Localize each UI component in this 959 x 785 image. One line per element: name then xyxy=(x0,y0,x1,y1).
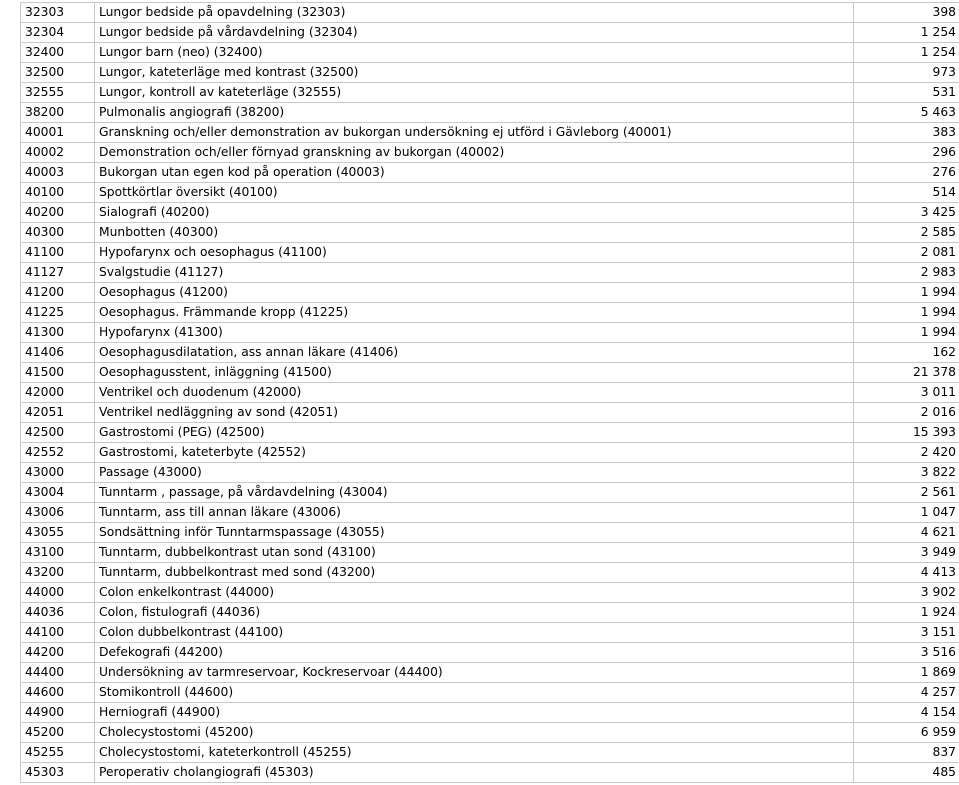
procedure-name-cell: Lungor bedside på vårdavdelning (32304) xyxy=(95,23,854,43)
procedure-count-cell: 296 xyxy=(854,143,959,163)
procedure-name-cell: Ventrikel nedläggning av sond (42051) xyxy=(95,403,854,423)
procedure-name-cell: Passage (43000) xyxy=(95,463,854,483)
procedure-code-cell: 44000 xyxy=(21,583,95,603)
procedure-count-cell: 3 949 xyxy=(854,543,959,563)
procedure-code-cell: 40200 xyxy=(21,203,95,223)
procedure-code-cell: 40003 xyxy=(21,163,95,183)
procedure-count-cell: 514 xyxy=(854,183,959,203)
procedure-code-cell: 44900 xyxy=(21,703,95,723)
procedure-code-cell: 32555 xyxy=(21,83,95,103)
procedure-count-cell: 3 516 xyxy=(854,643,959,663)
table-row xyxy=(21,83,959,103)
procedure-code-cell: 44400 xyxy=(21,663,95,683)
procedure-count-cell: 2 561 xyxy=(854,483,959,503)
procedure-name-cell: Lungor, kateterläge med kontrast (32500) xyxy=(95,63,854,83)
procedure-code-cell: 42500 xyxy=(21,423,95,443)
table-row xyxy=(21,583,959,603)
procedure-name-cell: Lungor barn (neo) (32400) xyxy=(95,43,854,63)
procedure-name-cell: Colon, fistulografi (44036) xyxy=(95,603,854,623)
table-row xyxy=(21,483,959,503)
procedure-name-cell: Colon dubbelkontrast (44100) xyxy=(95,623,854,643)
procedure-name-cell: Spottkörtlar översikt (40100) xyxy=(95,183,854,203)
procedure-code-cell: 41406 xyxy=(21,343,95,363)
procedure-code-cell: 40001 xyxy=(21,123,95,143)
table-row xyxy=(21,63,959,83)
table-row xyxy=(21,763,959,783)
table-row xyxy=(21,223,959,243)
procedure-name-cell: Tunntarm, ass till annan läkare (43006) xyxy=(95,503,854,523)
procedure-code-cell: 42552 xyxy=(21,443,95,463)
table-row xyxy=(21,543,959,563)
procedure-name-cell: Defekografi (44200) xyxy=(95,643,854,663)
procedure-code-cell: 32500 xyxy=(21,63,95,83)
procedure-count-cell: 1 869 xyxy=(854,663,959,683)
procedure-code-cell: 45303 xyxy=(21,763,95,783)
table-row xyxy=(21,703,959,723)
procedure-code-cell: 43000 xyxy=(21,463,95,483)
procedure-count-cell: 485 xyxy=(854,763,959,783)
procedure-name-cell: Hypofarynx och oesophagus (41100) xyxy=(95,243,854,263)
procedure-name-cell: Cholecystostomi (45200) xyxy=(95,723,854,743)
procedure-code-cell: 42000 xyxy=(21,383,95,403)
procedure-code-cell: 43100 xyxy=(21,543,95,563)
procedure-code-cell: 44200 xyxy=(21,643,95,663)
table-row xyxy=(21,523,959,543)
procedure-code-cell: 40100 xyxy=(21,183,95,203)
procedure-count-cell: 2 420 xyxy=(854,443,959,463)
procedure-count-cell: 4 621 xyxy=(854,523,959,543)
table-row xyxy=(21,203,959,223)
procedure-code-cell: 43004 xyxy=(21,483,95,503)
table-row xyxy=(21,183,959,203)
procedure-code-cell: 45200 xyxy=(21,723,95,743)
procedure-code-cell: 41300 xyxy=(21,323,95,343)
table-row xyxy=(21,563,959,583)
table-row xyxy=(21,743,959,763)
procedure-count-cell: 1 254 xyxy=(854,43,959,63)
procedure-code-cell: 38200 xyxy=(21,103,95,123)
procedure-code-cell: 32304 xyxy=(21,23,95,43)
table-row xyxy=(21,163,959,183)
procedure-count-cell: 531 xyxy=(854,83,959,103)
procedure-count-cell: 21 378 xyxy=(854,363,959,383)
procedure-code-cell: 40002 xyxy=(21,143,95,163)
table-row xyxy=(21,623,959,643)
procedure-count-cell: 6 959 xyxy=(854,723,959,743)
procedure-code-cell: 41100 xyxy=(21,243,95,263)
table-row xyxy=(21,503,959,523)
procedure-name-cell: Stomikontroll (44600) xyxy=(95,683,854,703)
procedure-name-cell: Colon enkelkontrast (44000) xyxy=(95,583,854,603)
procedure-code-cell: 41127 xyxy=(21,263,95,283)
procedure-name-cell: Undersökning av tarmreservoar, Kockreservoar (44400) xyxy=(95,663,854,683)
procedure-name-cell: Oesophagus (41200) xyxy=(95,283,854,303)
procedure-name-cell: Cholecystostomi, kateterkontroll (45255) xyxy=(95,743,854,763)
procedure-count-cell: 15 393 xyxy=(854,423,959,443)
procedure-name-cell: Lungor bedside på opavdelning (32303) xyxy=(95,3,854,23)
procedure-name-cell: Peroperativ cholangiografi (45303) xyxy=(95,763,854,783)
procedure-count-cell: 162 xyxy=(854,343,959,363)
table-row xyxy=(21,343,959,363)
procedure-name-cell: Hypofarynx (41300) xyxy=(95,323,854,343)
procedure-name-cell: Gastrostomi, kateterbyte (42552) xyxy=(95,443,854,463)
procedure-count-cell: 1 254 xyxy=(854,23,959,43)
procedure-count-cell: 2 081 xyxy=(854,243,959,263)
procedure-code-cell: 41225 xyxy=(21,303,95,323)
procedure-count-cell: 3 151 xyxy=(854,623,959,643)
procedure-code-cell: 42051 xyxy=(21,403,95,423)
procedure-count-cell: 398 xyxy=(854,3,959,23)
table-row xyxy=(21,243,959,263)
procedure-name-cell: Sialografi (40200) xyxy=(95,203,854,223)
table-row xyxy=(21,323,959,343)
procedure-count-cell: 383 xyxy=(854,123,959,143)
table-row xyxy=(21,383,959,403)
procedure-count-cell: 1 047 xyxy=(854,503,959,523)
table-row xyxy=(21,603,959,623)
table-row xyxy=(21,463,959,483)
procedure-name-cell: Oesophagusdilatation, ass annan läkare (41406) xyxy=(95,343,854,363)
procedure-count-cell: 1 994 xyxy=(854,323,959,343)
table-row xyxy=(21,43,959,63)
table-row xyxy=(21,443,959,463)
procedure-name-cell: Lungor, kontroll av kateterläge (32555) xyxy=(95,83,854,103)
table-row xyxy=(21,683,959,703)
table-row xyxy=(21,103,959,123)
procedure-count-cell: 3 822 xyxy=(854,463,959,483)
table-row xyxy=(21,423,959,443)
procedure-count-cell: 4 257 xyxy=(854,683,959,703)
procedure-code-cell: 32303 xyxy=(21,3,95,23)
procedure-count-cell: 4 413 xyxy=(854,563,959,583)
procedure-code-cell: 45255 xyxy=(21,743,95,763)
procedure-name-cell: Tunntarm, dubbelkontrast utan sond (43100) xyxy=(95,543,854,563)
procedure-count-cell: 5 463 xyxy=(854,103,959,123)
procedure-count-cell: 973 xyxy=(854,63,959,83)
procedure-code-cell: 40300 xyxy=(21,223,95,243)
procedure-name-cell: Pulmonalis angiografi (38200) xyxy=(95,103,854,123)
procedure-count-cell: 1 994 xyxy=(854,303,959,323)
procedure-count-cell: 3 425 xyxy=(854,203,959,223)
procedure-count-cell: 2 983 xyxy=(854,263,959,283)
table-row xyxy=(21,123,959,143)
procedure-count-cell: 2 016 xyxy=(854,403,959,423)
procedure-code-cell: 43200 xyxy=(21,563,95,583)
procedure-count-cell: 276 xyxy=(854,163,959,183)
procedure-name-cell: Svalgstudie (41127) xyxy=(95,263,854,283)
procedure-name-cell: Granskning och/eller demonstration av bukorgan undersökning ej utförd i Gävleborg (40001) xyxy=(95,123,854,143)
table-row xyxy=(21,3,959,23)
procedure-count-cell: 837 xyxy=(854,743,959,763)
procedure-count-cell: 1 924 xyxy=(854,603,959,623)
table-row xyxy=(21,363,959,383)
procedure-code-cell: 44100 xyxy=(21,623,95,643)
procedure-table xyxy=(20,2,959,783)
procedure-count-cell: 1 994 xyxy=(854,283,959,303)
table-row xyxy=(21,643,959,663)
procedure-name-cell: Oesophagus. Främmande kropp (41225) xyxy=(95,303,854,323)
procedure-code-cell: 43006 xyxy=(21,503,95,523)
procedure-name-cell: Demonstration och/eller förnyad granskning av bukorgan (40002) xyxy=(95,143,854,163)
procedure-code-cell: 43055 xyxy=(21,523,95,543)
procedure-name-cell: Bukorgan utan egen kod på operation (40003) xyxy=(95,163,854,183)
procedure-code-cell: 44600 xyxy=(21,683,95,703)
procedure-name-cell: Tunntarm, dubbelkontrast med sond (43200) xyxy=(95,563,854,583)
procedure-count-cell: 3 902 xyxy=(854,583,959,603)
procedure-code-cell: 32400 xyxy=(21,43,95,63)
procedure-count-cell: 2 585 xyxy=(854,223,959,243)
table-row xyxy=(21,663,959,683)
procedure-name-cell: Ventrikel och duodenum (42000) xyxy=(95,383,854,403)
procedure-count-cell: 3 011 xyxy=(854,383,959,403)
procedure-name-cell: Tunntarm , passage, på vårdavdelning (43004) xyxy=(95,483,854,503)
table-row xyxy=(21,283,959,303)
procedure-table-body xyxy=(21,3,959,783)
table-row xyxy=(21,143,959,163)
procedure-name-cell: Munbotten (40300) xyxy=(95,223,854,243)
procedure-count-cell: 4 154 xyxy=(854,703,959,723)
table-row xyxy=(21,23,959,43)
table-row xyxy=(21,723,959,743)
procedure-code-cell: 44036 xyxy=(21,603,95,623)
table-row xyxy=(21,403,959,423)
procedure-code-cell: 41200 xyxy=(21,283,95,303)
table-row xyxy=(21,263,959,283)
procedure-name-cell: Oesophagusstent, inläggning (41500) xyxy=(95,363,854,383)
procedure-name-cell: Herniografi (44900) xyxy=(95,703,854,723)
table-row xyxy=(21,303,959,323)
procedure-name-cell: Sondsättning inför Tunntarmspassage (43055) xyxy=(95,523,854,543)
procedure-name-cell: Gastrostomi (PEG) (42500) xyxy=(95,423,854,443)
procedure-code-cell: 41500 xyxy=(21,363,95,383)
